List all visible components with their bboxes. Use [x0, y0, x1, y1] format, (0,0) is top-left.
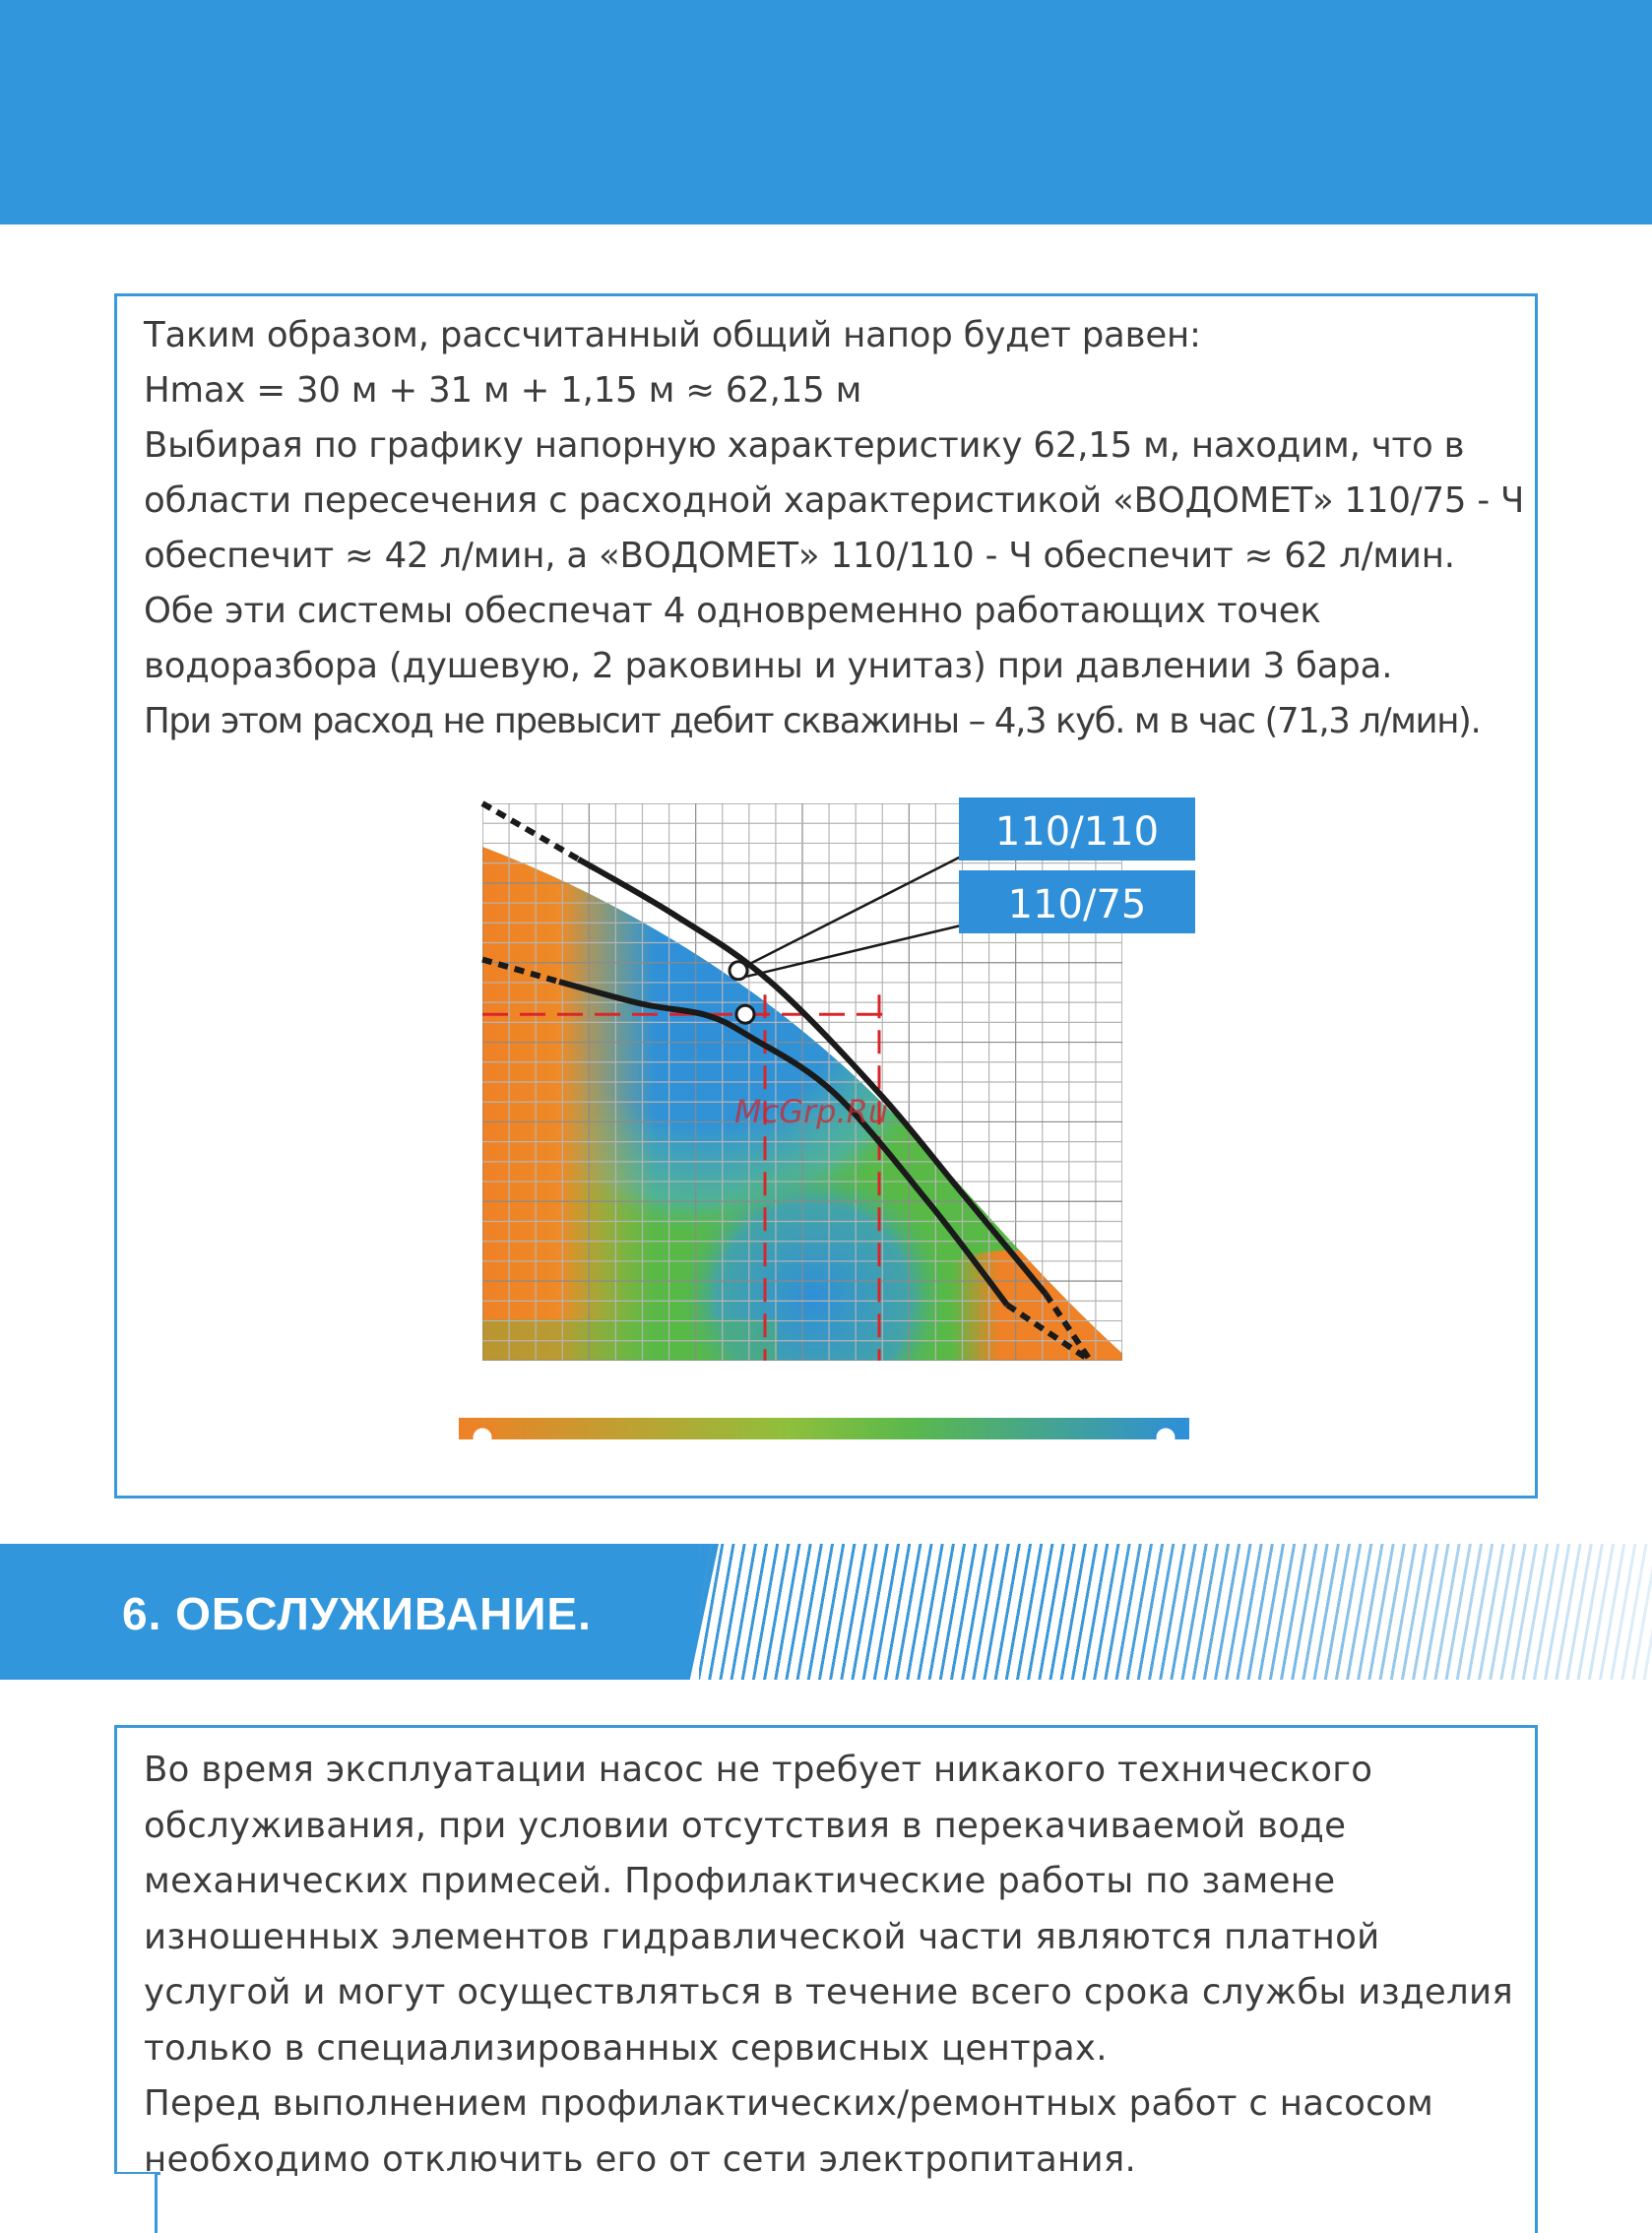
gradient-scale-bar [459, 1418, 1189, 1447]
header-band [0, 0, 1652, 224]
maintenance-line: механических примесей. Профилактические работы по замене [144, 1861, 1336, 1901]
maintenance-line: Перед выполнением профилактических/ремонтных работ с насосом [144, 2083, 1434, 2124]
watermark: McGrp.Ru [734, 1093, 889, 1130]
point-110-75 [736, 1005, 754, 1023]
section-header-stripes [699, 1544, 1652, 1680]
label-110-75-box [959, 870, 1195, 933]
maintenance-line: только в специализированных сервисных центрах. [144, 2027, 1108, 2069]
maintenance-line: изношенных элементов гидравлической части являются платной [144, 1916, 1380, 1957]
maintenance-line: услугой и могут осуществляться в течение всего срока службы изделия [144, 1972, 1513, 2012]
maintenance-text [144, 1743, 1522, 2188]
maintenance-line: Во время эксплуатации насос не требует никакого технического [144, 1750, 1373, 1790]
section-title: 6. ОБСЛУЖИВАНИЕ. [122, 1588, 592, 1639]
calc-line: Таким образом, рассчитанный общий напор будет равен: [144, 315, 1201, 355]
chart-svg [459, 788, 1207, 1447]
calc-formula-line: Hmax = 30 м + 31 м + 1,15 м ≈ 62,15 м [144, 370, 862, 411]
label-110-75: 110/75 [1007, 882, 1147, 927]
calculation-text [144, 308, 1525, 749]
calc-line: Выбирая по графику напорную характеристику 62,15 м, находим, что в [144, 425, 1465, 466]
calc-line: области пересечения с расходной характеристикой «ВОДОМЕТ» 110/75 - Ч [144, 480, 1525, 521]
calc-line: Обе эти системы обеспечат 4 одновременно работающих точек [144, 591, 1321, 631]
maintenance-line: необходимо отключить его от сети электропитания. [144, 2138, 1137, 2180]
calc-line: При этом расход не превысит дебит скважины – 4,3 куб. м в час (71,3 л/мин). [144, 701, 1481, 741]
maintenance-line: обслуживания, при условии отсутствия в перекачиваемой воде [144, 1805, 1347, 1846]
pump-performance-chart [459, 788, 1207, 1447]
label-110-110: 110/110 [994, 809, 1160, 855]
point-110-110 [730, 962, 747, 980]
calc-line: обеспечит ≈ 42 л/мин, а «ВОДОМЕТ» 110/110 - Ч обеспечит ≈ 62 л/мин. [144, 536, 1455, 576]
calc-line: водоразбора (душевую, 2 раковины и унитаз) при давлении 3 бара. [144, 646, 1393, 686]
label-110-110-box [959, 798, 1195, 861]
